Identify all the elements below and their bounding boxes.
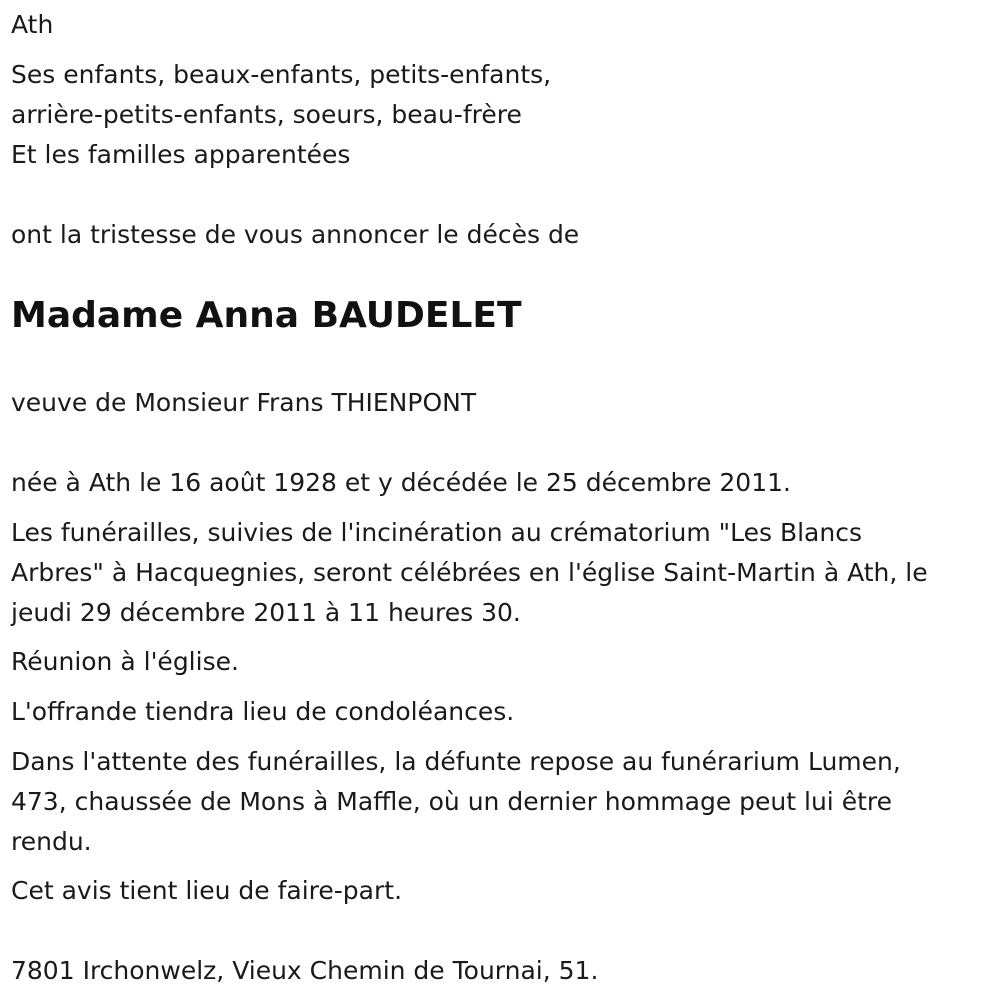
- funeral-line: Les funérailles, suivies de l'incinération au crématorium "Les Blancs: [11, 518, 862, 547]
- widow-of: veuve de Monsieur Frans THIENPONT: [11, 388, 477, 417]
- location: Ath: [11, 10, 54, 39]
- wake-line: 473, chaussée de Mons à Maffle, où un dernier hommage peut lui être: [11, 787, 892, 816]
- funeral-line: jeudi 29 décembre 2011 à 11 heures 30.: [11, 598, 521, 627]
- family-line: arrière-petits-enfants, soeurs, beau-frère: [11, 100, 522, 129]
- offering: L'offrande tiendra lieu de condoléances.: [11, 697, 515, 726]
- wake-line: rendu.: [11, 827, 92, 856]
- meeting: Réunion à l'église.: [11, 647, 239, 676]
- deceased-name: Madame Anna BAUDELET: [11, 295, 522, 336]
- notice: Cet avis tient lieu de faire-part.: [11, 876, 403, 905]
- family-line: Ses enfants, beaux-enfants, petits-enfants,: [11, 60, 552, 89]
- announcement: ont la tristesse de vous annoncer le décès de: [11, 220, 580, 249]
- funeral-line: Arbres" à Hacquegnies, seront célébrées en l'église Saint-Martin à Ath, le: [11, 558, 928, 587]
- family-line: Et les familles apparentées: [11, 140, 351, 169]
- address: 7801 Irchonwelz, Vieux Chemin de Tournai, 51.: [11, 956, 599, 985]
- wake-line: Dans l'attente des funérailles, la défunte repose au funérarium Lumen,: [11, 747, 901, 776]
- birth-death: née à Ath le 16 août 1928 et y décédée le 25 décembre 2011.: [11, 468, 791, 497]
